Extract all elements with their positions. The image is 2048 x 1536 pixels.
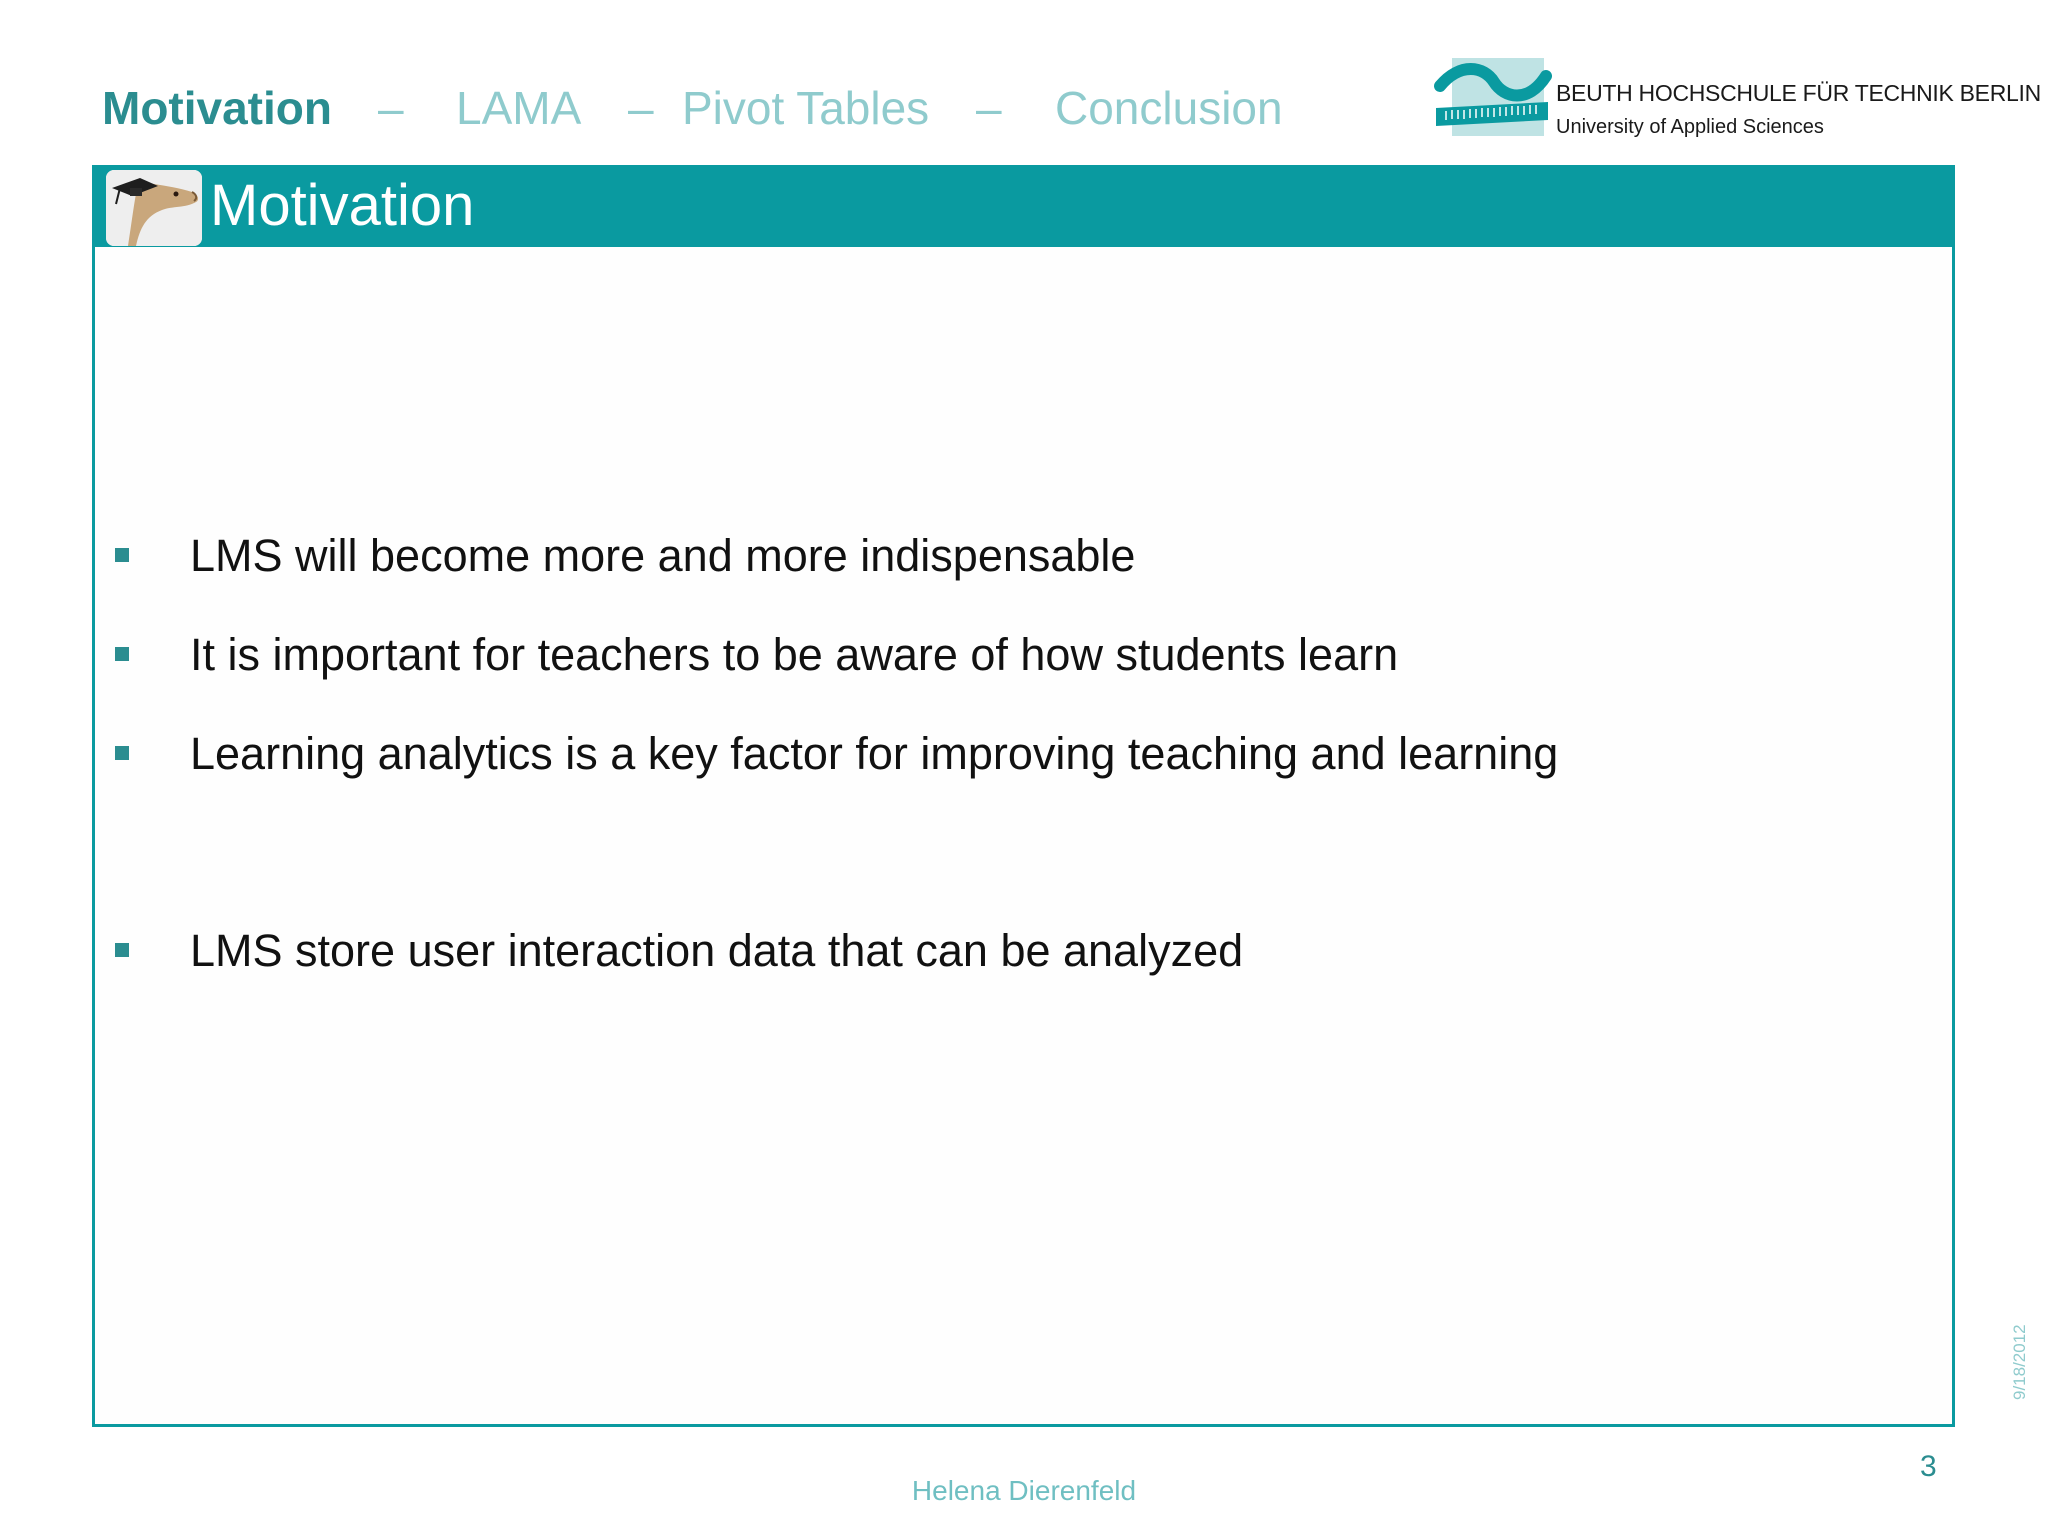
square-bullet-icon	[115, 548, 129, 562]
nav-item-motivation[interactable]: Motivation	[102, 82, 332, 134]
square-bullet-icon	[115, 943, 129, 957]
bullet-text: LMS store user interaction data that can be analyzed	[190, 925, 1244, 976]
camel-mascot-icon	[106, 170, 202, 246]
bullet-text: It is important for teachers to be aware of how students learn	[190, 629, 1399, 680]
slide-date: 9/18/2012	[2010, 1324, 2029, 1400]
page-number: 3	[1920, 1450, 1937, 1483]
bullet-text: Learning analytics is a key factor for improving teaching and learning	[190, 728, 1559, 779]
university-name: BEUTH HOCHSCHULE FÜR TECHNIK BERLIN	[1556, 80, 2041, 106]
slide-title: Motivation	[210, 173, 475, 238]
university-logo	[1432, 56, 1552, 140]
nav-item-conclusion[interactable]: Conclusion	[1055, 82, 1283, 134]
university-subtitle: University of Applied Sciences	[1556, 116, 1824, 138]
bullet-text: LMS will become more and more indispensable	[190, 530, 1136, 581]
section-navigation	[0, 78, 1400, 138]
nav-item-pivot-tables[interactable]: Pivot Tables	[682, 82, 930, 134]
content-frame	[92, 165, 1955, 1427]
nav-separator: –	[378, 82, 404, 134]
list-item	[0, 528, 1700, 588]
list-item	[0, 726, 1700, 786]
list-item	[0, 923, 1700, 983]
nav-item-lama[interactable]: LAMA	[456, 82, 582, 134]
nav-separator: –	[976, 82, 1002, 134]
square-bullet-icon	[115, 647, 129, 661]
nav-separator: –	[628, 82, 654, 134]
author-name: Helena Dierenfeld	[911, 1475, 1137, 1506]
list-item	[0, 627, 1700, 687]
square-bullet-icon	[115, 746, 129, 760]
